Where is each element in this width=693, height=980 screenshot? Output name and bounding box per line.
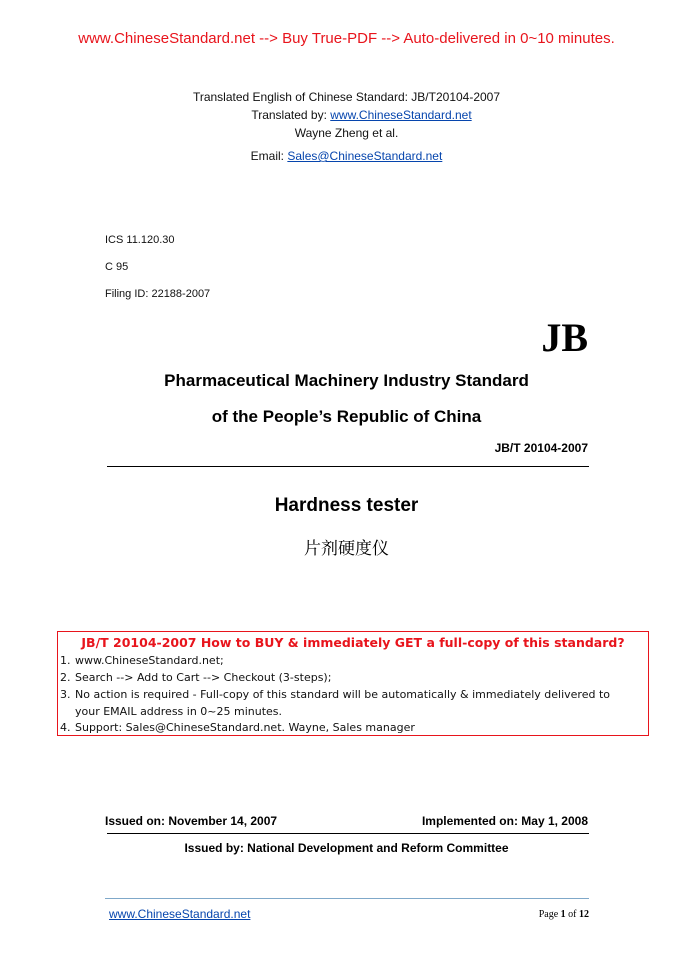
standard-mark: JB bbox=[541, 315, 588, 360]
step-text[interactable]: www.ChineseStandard.net; bbox=[75, 654, 224, 667]
issued-on-date: Issued on: November 14, 2007 bbox=[105, 814, 278, 828]
purchase-step bbox=[60, 654, 224, 667]
step-number: 4. bbox=[60, 721, 71, 734]
footer-divider bbox=[105, 898, 589, 899]
purchase-step bbox=[60, 671, 331, 684]
translated-by-label: Translated by: bbox=[251, 108, 331, 122]
translator-website-link[interactable]: www.ChineseStandard.net bbox=[330, 108, 472, 122]
page-current: 1 bbox=[560, 909, 566, 920]
step-number: 3. bbox=[60, 688, 71, 701]
title-divider bbox=[107, 466, 589, 467]
filing-id: Filing ID: 22188-2007 bbox=[105, 288, 211, 300]
document-title: Hardness tester bbox=[274, 495, 419, 516]
step-number: 1. bbox=[60, 654, 71, 667]
translator-names: Wayne Zheng et al. bbox=[294, 126, 399, 140]
ccs-code: C 95 bbox=[105, 261, 129, 273]
issuing-authority: Issued by: National Development and Reform Committee bbox=[184, 841, 509, 855]
step-text: Support: Sales@ChineseStandard.net. Wayne, Sales manager bbox=[75, 721, 415, 734]
purchase-info-box bbox=[57, 631, 649, 736]
page-label: Page bbox=[538, 909, 561, 920]
step-text: your EMAIL address in 0~25 minutes. bbox=[75, 705, 283, 718]
email-link[interactable]: Sales@ChineseStandard.net bbox=[287, 149, 443, 163]
step-number: 2. bbox=[60, 671, 71, 684]
purchase-step-continued bbox=[60, 705, 282, 718]
contact-email bbox=[0, 149, 693, 163]
purchase-step bbox=[60, 721, 415, 734]
translation-source: Translated English of Chinese Standard: JB/T20104-2007 bbox=[192, 90, 501, 104]
page-total: 12 bbox=[579, 909, 589, 920]
page-of: of bbox=[565, 909, 579, 920]
translated-by bbox=[0, 108, 693, 122]
implemented-on-date: Implemented on: May 1, 2008 bbox=[421, 814, 588, 828]
issue-divider bbox=[107, 833, 589, 834]
purchase-box-title: JB/T 20104-2007 How to BUY & immediately GET a full-copy of this standard? bbox=[81, 635, 625, 650]
promo-banner[interactable]: www.ChineseStandard.net --> Buy True-PDF --> Auto-delivered in 0~10 minutes. bbox=[78, 30, 615, 47]
standard-title-line2: of the People’s Republic of China bbox=[211, 407, 482, 426]
document-title-chinese: 片剂硬度仪 bbox=[304, 539, 389, 559]
standard-code: JB/T 20104-2007 bbox=[494, 441, 588, 455]
ics-code: ICS 11.120.30 bbox=[105, 234, 175, 246]
step-text: No action is required - Full-copy of this standard will be automatically & immediately delivered to bbox=[75, 688, 611, 701]
step-text: Search --> Add to Cart --> Checkout (3-steps); bbox=[75, 671, 332, 684]
standard-title-line1: Pharmaceutical Machinery Industry Standard bbox=[164, 371, 529, 390]
purchase-step bbox=[60, 688, 610, 701]
email-label: Email: bbox=[250, 149, 288, 163]
page-number bbox=[539, 909, 589, 920]
footer-website-link[interactable]: www.ChineseStandard.net bbox=[109, 907, 251, 921]
